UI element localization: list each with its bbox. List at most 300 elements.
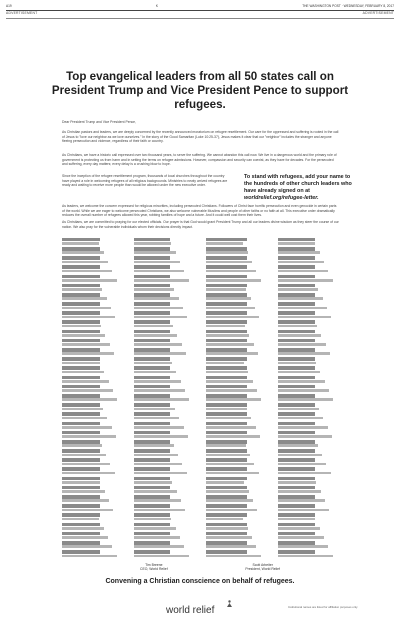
signatory-affiliation-line — [62, 325, 101, 328]
signatory-name-line — [134, 238, 170, 242]
signatory-affiliation-line — [278, 307, 327, 310]
signatory-entry — [134, 356, 196, 365]
signatory-entry — [206, 485, 268, 494]
signatory-affiliation-line — [62, 472, 115, 475]
signatory-entry — [134, 375, 196, 384]
signatory-affiliation-line — [62, 371, 104, 374]
signatory-affiliation-line — [134, 435, 188, 438]
signatory-affiliation-line — [278, 371, 320, 374]
salutation: Dear President Trump and Vice President Pence, — [62, 120, 137, 124]
signatory-entry — [278, 476, 340, 485]
signatory-name-line — [134, 265, 170, 269]
signatory-entry — [62, 347, 124, 356]
signatory-name-line — [278, 320, 315, 324]
signatory-entry — [206, 320, 268, 329]
signatory-name-line — [134, 284, 170, 288]
signatory-entry — [62, 356, 124, 365]
tagline: Convening a Christian conscience on behalf of refugees. — [105, 578, 295, 585]
sign-on-callout — [244, 174, 354, 202]
signatory-entry — [62, 494, 124, 503]
signatory-affiliation-line — [62, 352, 114, 355]
signatory-affiliation-line — [134, 417, 179, 420]
signatory-name-line — [134, 394, 170, 398]
signatory-name-line — [206, 486, 247, 490]
signatory-affiliation-line — [62, 463, 110, 466]
signatory-entry — [134, 301, 196, 310]
signatory-entry — [62, 402, 124, 411]
callout-text: To stand with refugees, add your name to the hundreds of other church leaders who have already signed on at — [244, 174, 352, 194]
signatory-entry — [62, 503, 124, 512]
signatory-name-line — [134, 422, 170, 426]
paper-date: THE WASHINGTON POST · WEDNESDAY, FEBRUARY 8, 2017 — [302, 4, 394, 8]
signatory-entry — [62, 338, 124, 347]
signer-title: CEO, World Relief — [140, 567, 168, 572]
signatory-affiliation-line — [62, 242, 99, 245]
signatory-affiliation-line — [278, 417, 323, 420]
signatory-entry — [134, 458, 196, 467]
signatory-name-line — [278, 394, 315, 398]
signatory-entry — [278, 356, 340, 365]
signatory-name-line — [278, 458, 315, 462]
signatory-entry — [62, 274, 124, 283]
signatory-affiliation-line — [62, 288, 102, 291]
signatory-entry — [278, 265, 340, 274]
signatory-entry — [134, 540, 196, 549]
signatory-name-line — [278, 422, 315, 426]
signatory-name-line — [134, 366, 170, 370]
signatory-name-line — [206, 320, 247, 324]
signatory-name-line — [62, 422, 100, 426]
signatory-entry — [62, 384, 124, 393]
signatory-affiliation-line — [134, 518, 171, 521]
signatory-entry — [134, 393, 196, 402]
signatory-name-line — [206, 247, 247, 251]
signatory-affiliation-line — [206, 261, 252, 264]
signatory-entry — [206, 467, 268, 476]
letter-paragraph-3: Since the inception of the refugee resettlement program, thousands of local churches throughout the country have played a role in welcoming refugees of all religious backgrounds. Ministries to newly arrived refugees are ready and waiting to receive more people than would be allowed under the new executive order. — [62, 174, 228, 188]
signatory-name-line — [206, 293, 247, 297]
signatory-affiliation-line — [206, 509, 257, 512]
signatory-affiliation-line — [278, 481, 316, 484]
signatory-affiliation-line — [278, 362, 316, 365]
signatory-name-line — [134, 541, 170, 545]
signatory-entry — [62, 467, 124, 476]
signer-title: President, World Relief — [245, 567, 280, 572]
signatory-affiliation-line — [134, 490, 177, 493]
signatory-name-line — [62, 394, 100, 398]
signatory-affiliation-line — [206, 251, 248, 254]
signatory-entry — [62, 421, 124, 430]
signatory-entry — [206, 439, 268, 448]
signatory-entry — [206, 292, 268, 301]
signatory-name-line — [278, 339, 315, 343]
signatory-affiliation-line — [62, 545, 112, 548]
signatory-name-line — [62, 293, 100, 297]
signatory-entry — [206, 476, 268, 485]
signatory-affiliation-line — [134, 380, 181, 383]
signatory-entry — [206, 255, 268, 264]
letter-paragraph-1: As Christian pastors and leaders, we are deeply concerned by the recently announced moratorium on refugee resettlement. Our care for the oppressed and suffering is rooted in the call of Jesus to "love our neighbor as we love ourselves." In the story of the Good Samaritan (Luke 10:25-37), Jesus makes it clear that our "neighbor" includes the stranger and anyone fleeing persecution and violence, regardless of their faith or country. — [62, 130, 339, 144]
signatory-name-line — [278, 513, 315, 517]
signatory-affiliation-line — [206, 417, 251, 420]
signatory-affiliation-line — [134, 389, 185, 392]
signatory-entry — [278, 384, 340, 393]
signatory-affiliation-line — [134, 334, 177, 337]
signatory-name-line — [134, 495, 170, 499]
signatory-entry — [206, 522, 268, 531]
signatory-affiliation-line — [206, 472, 259, 475]
signatory-name-line — [62, 412, 100, 416]
signatory-affiliation-line — [62, 527, 104, 530]
signatory-name-line — [62, 302, 100, 306]
signatory-entry — [134, 283, 196, 292]
signatory-name-line — [62, 256, 100, 260]
world-relief-logo-icon — [226, 600, 233, 608]
signatory-affiliation-line — [134, 555, 189, 558]
signatory-entry — [206, 430, 268, 439]
signatory-name-line — [62, 348, 100, 352]
signatory-entry — [278, 503, 340, 512]
signatory-name-line — [134, 449, 170, 453]
signatory-affiliation-line — [62, 454, 106, 457]
signatory-entry — [206, 549, 268, 558]
signatory-affiliation-line — [278, 297, 323, 300]
signatory-entry — [62, 292, 124, 301]
signatory-affiliation-line — [206, 536, 252, 539]
signatory-affiliation-line — [206, 490, 249, 493]
signatory-affiliation-line — [206, 316, 259, 319]
signatory-affiliation-line — [278, 518, 315, 521]
signatory-name-line — [278, 238, 315, 242]
signatory-name-line — [278, 467, 315, 471]
signatory-name-line — [206, 385, 247, 389]
signatory-entry — [278, 347, 340, 356]
signatory-entry — [134, 439, 196, 448]
disclaimer: Institutional names are listed for affiliation purposes only. — [287, 605, 358, 609]
signatory-affiliation-line — [134, 261, 180, 264]
signatory-entry — [278, 393, 340, 402]
signatory-name-line — [278, 477, 315, 481]
signatory-affiliation-line — [206, 242, 243, 245]
signatory-name-line — [206, 311, 247, 315]
signatory-entry — [62, 476, 124, 485]
signatory-entry — [206, 513, 268, 522]
signatory-name-line — [134, 293, 170, 297]
callout-url: worldrelief.org/refugee-letter. — [244, 194, 319, 201]
signatory-name-line — [206, 339, 247, 343]
signatory-name-line — [62, 523, 100, 527]
signatory-entry — [134, 384, 196, 393]
ad-rule — [6, 18, 394, 19]
signatory-entry — [206, 366, 268, 375]
signatory-affiliation-line — [206, 362, 244, 365]
signatory-entry — [278, 522, 340, 531]
signatory-name-line — [278, 541, 315, 545]
signatory-name-line — [62, 467, 100, 471]
signatory-name-line — [134, 550, 170, 554]
signatory-affiliation-line — [206, 426, 256, 429]
signatory-entry — [134, 485, 196, 494]
signatory-entry — [62, 531, 124, 540]
signatories-column — [134, 237, 196, 561]
signatory-name-line — [62, 513, 100, 517]
signatory-entry — [206, 412, 268, 421]
signatory-name-line — [206, 513, 247, 517]
signatory-entry — [134, 402, 196, 411]
signatory-entry — [134, 246, 196, 255]
signatory-entry — [62, 283, 124, 292]
signatory-affiliation-line — [278, 270, 328, 273]
signatory-affiliation-line — [278, 490, 321, 493]
ad-label-right: ADVERTISEMENT — [362, 11, 394, 15]
signatory-name-line — [134, 385, 170, 389]
signatory-affiliation-line — [62, 389, 113, 392]
signatory-name-line — [206, 467, 247, 471]
signatory-entry — [134, 347, 196, 356]
closing-signers — [140, 563, 280, 571]
signatory-name-line — [278, 495, 315, 499]
signatory-affiliation-line — [206, 463, 254, 466]
signatory-affiliation-line — [278, 463, 326, 466]
signatory-name-line — [134, 311, 170, 315]
signatory-name-line — [206, 376, 247, 380]
signatory-affiliation-line — [62, 490, 105, 493]
signatory-entry — [62, 246, 124, 255]
signatory-affiliation-line — [134, 316, 187, 319]
signatory-affiliation-line — [134, 398, 189, 401]
signatory-entry — [134, 430, 196, 439]
signatory-entry — [62, 265, 124, 274]
signatory-entry — [134, 448, 196, 457]
signatory-name-line — [278, 275, 315, 279]
signatory-name-line — [134, 504, 170, 508]
signatory-name-line — [62, 265, 100, 269]
signatory-affiliation-line — [134, 297, 179, 300]
closing-signer — [245, 563, 280, 571]
signatory-affiliation-line — [278, 527, 320, 530]
signatory-affiliation-line — [206, 325, 245, 328]
signatory-entry — [134, 503, 196, 512]
signatory-affiliation-line — [134, 499, 181, 502]
signatory-name-line — [206, 458, 247, 462]
signatory-entry — [134, 255, 196, 264]
signatory-name-line — [62, 339, 100, 343]
signatory-name-line — [278, 366, 315, 370]
signatory-entry — [134, 320, 196, 329]
signatory-affiliation-line — [206, 307, 255, 310]
signatory-entry — [278, 329, 340, 338]
signatory-entry — [278, 412, 340, 421]
signatory-name-line — [206, 366, 247, 370]
signatory-affiliation-line — [278, 454, 322, 457]
signatory-affiliation-line — [62, 435, 116, 438]
signatory-affiliation-line — [278, 408, 319, 411]
signatory-name-line — [278, 293, 315, 297]
signatory-entry — [62, 393, 124, 402]
signatory-affiliation-line — [62, 509, 113, 512]
signatory-name-line — [278, 532, 315, 536]
signatory-affiliation-line — [134, 307, 183, 310]
signatory-entry — [278, 448, 340, 457]
signatory-entry — [134, 366, 196, 375]
signatory-entry — [206, 237, 268, 246]
signatory-affiliation-line — [134, 408, 175, 411]
signatory-affiliation-line — [206, 343, 254, 346]
signatory-name-line — [278, 431, 315, 435]
signatory-entry — [134, 522, 196, 531]
signatories-list — [62, 237, 340, 561]
masthead — [6, 3, 394, 9]
letter-paragraph-5: As Christians, we are committed to praying for our elected officials. Our prayer is that God would grant President Trump and all our leaders divine wisdom as they steer the course of our nation. We also pray for the vulnerable individuals whom their decisions directly impact. — [62, 220, 339, 229]
signatory-name-line — [206, 403, 247, 407]
signatory-name-line — [134, 532, 170, 536]
signatory-name-line — [278, 284, 315, 288]
signatory-name-line — [206, 541, 247, 545]
signatory-affiliation-line — [206, 389, 257, 392]
signatory-entry — [278, 320, 340, 329]
signatory-name-line — [278, 486, 315, 490]
section-mark: K — [155, 4, 158, 8]
signatory-name-line — [62, 330, 100, 334]
signatory-entry — [278, 531, 340, 540]
signatory-name-line — [134, 339, 170, 343]
signatory-name-line — [206, 449, 247, 453]
signatory-affiliation-line — [62, 536, 108, 539]
signatory-affiliation-line — [134, 325, 173, 328]
signatory-entry — [206, 301, 268, 310]
signatory-name-line — [62, 275, 100, 279]
signatory-affiliation-line — [134, 279, 189, 282]
signatory-entry — [278, 549, 340, 558]
signatory-affiliation-line — [62, 297, 107, 300]
signatory-name-line — [278, 330, 315, 334]
signatory-name-line — [134, 302, 170, 306]
signatory-entry — [278, 430, 340, 439]
signatory-name-line — [278, 523, 315, 527]
signatory-name-line — [278, 357, 315, 361]
signatory-entry — [62, 458, 124, 467]
signatory-entry — [278, 283, 340, 292]
signatory-entry — [278, 513, 340, 522]
signatory-name-line — [134, 458, 170, 462]
signatory-name-line — [134, 467, 170, 471]
signatory-entry — [206, 274, 268, 283]
signatory-entry — [134, 549, 196, 558]
signatory-affiliation-line — [62, 261, 108, 264]
signer-name: Tim Breene — [145, 563, 163, 567]
signatory-entry — [206, 246, 268, 255]
signatory-affiliation-line — [134, 242, 171, 245]
signatory-entry — [206, 375, 268, 384]
signatory-entry — [134, 531, 196, 540]
signatory-name-line — [62, 495, 100, 499]
signatory-name-line — [62, 385, 100, 389]
signatory-affiliation-line — [62, 398, 117, 401]
page-number: A19 — [6, 4, 12, 8]
signatory-entry — [62, 485, 124, 494]
signatory-name-line — [278, 265, 315, 269]
signatory-name-line — [134, 431, 170, 435]
headline: Top evangelical leaders from all 50 states call on President Trump and Vice President Pence to support refugees. — [51, 70, 349, 111]
signatory-name-line — [206, 523, 247, 527]
signatory-affiliation-line — [278, 389, 329, 392]
signatory-affiliation-line — [134, 509, 185, 512]
signatory-entry — [278, 458, 340, 467]
signatory-name-line — [62, 431, 100, 435]
signatory-name-line — [134, 477, 170, 481]
signatory-entry — [206, 421, 268, 430]
signatory-affiliation-line — [278, 242, 315, 245]
signatory-name-line — [278, 256, 315, 260]
logo-text: world relief — [166, 605, 215, 616]
signatory-entry — [278, 237, 340, 246]
closing-signer — [140, 563, 168, 571]
signatory-affiliation-line — [134, 426, 184, 429]
signatory-entry — [134, 338, 196, 347]
signatory-entry — [278, 274, 340, 283]
signatory-affiliation-line — [278, 316, 331, 319]
signatory-name-line — [62, 238, 100, 242]
signatory-affiliation-line — [134, 444, 174, 447]
signatory-name-line — [278, 302, 315, 306]
signatory-affiliation-line — [278, 509, 329, 512]
signatory-affiliation-line — [278, 288, 318, 291]
signatory-entry — [206, 311, 268, 320]
signatory-name-line — [62, 320, 100, 324]
signatory-affiliation-line — [62, 279, 117, 282]
signatory-entry — [278, 311, 340, 320]
signatory-affiliation-line — [206, 499, 253, 502]
signatory-name-line — [206, 348, 247, 352]
signatory-affiliation-line — [206, 398, 261, 401]
signatory-name-line — [134, 330, 170, 334]
signatory-entry — [206, 503, 268, 512]
signatory-entry — [134, 467, 196, 476]
signatory-affiliation-line — [278, 426, 328, 429]
signatory-name-line — [134, 412, 170, 416]
signatory-name-line — [206, 302, 247, 306]
signatory-entry — [134, 265, 196, 274]
signatory-entry — [278, 439, 340, 448]
signatory-entry — [206, 347, 268, 356]
signatory-affiliation-line — [62, 343, 110, 346]
signatory-name-line — [62, 247, 100, 251]
signatory-name-line — [206, 477, 247, 481]
signatory-name-line — [278, 348, 315, 352]
signatory-affiliation-line — [134, 352, 186, 355]
signatory-affiliation-line — [134, 362, 172, 365]
signatory-affiliation-line — [134, 472, 187, 475]
signatory-affiliation-line — [62, 499, 109, 502]
signatory-name-line — [206, 440, 247, 444]
signatory-entry — [62, 311, 124, 320]
signatory-entry — [134, 412, 196, 421]
signatory-affiliation-line — [134, 527, 176, 530]
signatory-entry — [134, 274, 196, 283]
signatory-affiliation-line — [206, 408, 247, 411]
signatory-entry — [134, 513, 196, 522]
signatory-entry — [62, 522, 124, 531]
signatory-name-line — [62, 284, 100, 288]
signatory-name-line — [278, 247, 315, 251]
signatory-affiliation-line — [206, 380, 253, 383]
signatory-entry — [62, 513, 124, 522]
signatory-name-line — [206, 265, 247, 269]
signatory-affiliation-line — [278, 555, 333, 558]
signatory-entry — [134, 311, 196, 320]
advertisement-bar — [6, 11, 394, 17]
signatory-entry — [278, 485, 340, 494]
